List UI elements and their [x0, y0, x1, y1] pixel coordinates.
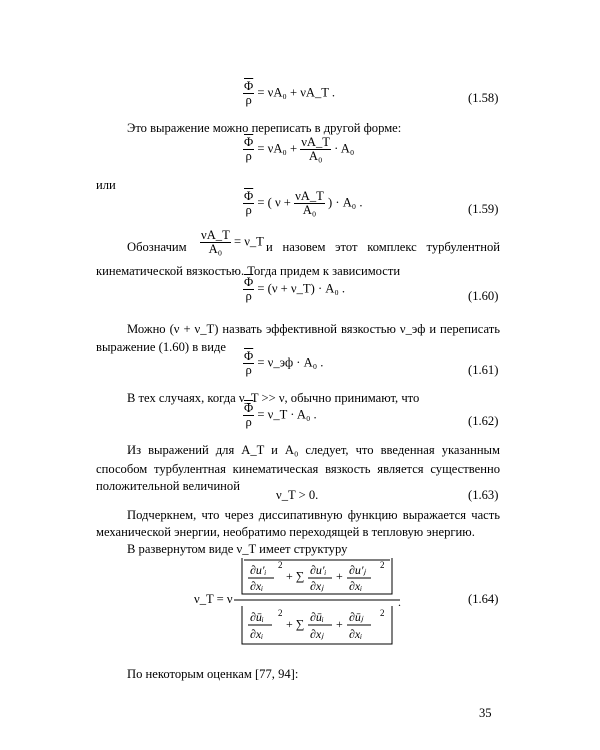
svg-text:+ ∑: + ∑: [286, 617, 305, 631]
phi-numerator: $\overline{\Phi}$: [244, 189, 254, 203]
svg-text:∂ūⱼ: ∂ūⱼ: [349, 610, 364, 624]
rho-denominator: ρ: [245, 289, 252, 304]
equation-number: (1.59): [468, 202, 499, 216]
equation-rhs: = ν_эф · A₀ .: [257, 355, 324, 370]
equation-rhs: = ( ν +: [257, 195, 291, 210]
rho-denominator: ρ: [245, 93, 252, 108]
svg-text:.: .: [398, 595, 401, 609]
svg-text:∂xᵢ: ∂xᵢ: [250, 579, 264, 593]
svg-text:∂xᵢ: ∂xᵢ: [349, 579, 363, 593]
equation-rhs: = νA₀ +: [257, 141, 298, 156]
phi-numerator: $\overline{\Phi}$: [244, 275, 254, 289]
svg-text:∂u′ⱼ: ∂u′ⱼ: [349, 563, 366, 577]
page-number: 35: [479, 706, 492, 720]
svg-text:2: 2: [380, 608, 385, 618]
svg-text:+: +: [336, 617, 343, 631]
svg-text:+ ∑: + ∑: [286, 569, 305, 583]
equation-1-62: [243, 402, 317, 429]
equation-1-58: [243, 80, 335, 107]
svg-text:∂xᵢ: ∂xᵢ: [349, 627, 363, 641]
equation-number: (1.64): [468, 592, 499, 606]
equation-rhs: ) · A₀ .: [328, 195, 363, 210]
svg-text:2: 2: [278, 608, 283, 618]
svg-text:∂u′ᵢ: ∂u′ᵢ: [310, 563, 327, 577]
phi-numerator: $\overline{\Phi}$: [244, 401, 254, 415]
equation-number: (1.63): [468, 488, 499, 502]
paragraph-text: По некоторым оценкам [77, 94]:: [127, 667, 299, 681]
equation-number: (1.60): [468, 289, 499, 303]
paragraph-text: Подчеркнем, что через диссипативную функцию выражается часть: [127, 508, 500, 522]
svg-text:+: +: [336, 569, 343, 583]
equation-1-63: ν_T > 0.: [276, 488, 319, 502]
svg-text:∂xᵢ: ∂xᵢ: [250, 627, 264, 641]
svg-text:∂ūᵢ: ∂ūᵢ: [250, 610, 264, 624]
fraction-denominator: A₀: [308, 149, 323, 164]
paragraph-text: положительной величиной: [96, 479, 240, 493]
paragraph-text: выражение (1.60) в виде: [96, 340, 226, 354]
equation-1-60: [243, 276, 345, 303]
equation-number: (1.61): [468, 363, 499, 377]
svg-text:2: 2: [278, 560, 283, 570]
paragraph-text: механической энергии, необратимо переходящей в тепловую энергию.: [96, 525, 475, 539]
paragraph-text: Из выражений для A_T и A₀ следует, что введенная указанным: [127, 443, 500, 457]
rho-denominator: ρ: [245, 415, 252, 430]
equation-rhs: = ν_T · A₀ .: [257, 407, 317, 422]
paragraph-text: В тех случаях, когда ν_T >> ν, обычно принимают, что: [127, 391, 420, 405]
fraction-numerator: νA_T: [295, 189, 324, 203]
equation-1-59: [243, 190, 362, 217]
paragraph-text: В развернутом виде ν_T имеет структуру: [127, 542, 348, 556]
paragraph-text: и назовем этот комплекс турбулентной: [266, 240, 500, 254]
equation-definition: [200, 229, 264, 256]
paragraph-text: Это выражение можно переписать в другой форме:: [127, 121, 402, 135]
svg-text:∂xⱼ: ∂xⱼ: [310, 627, 324, 641]
fraction-denominator: A₀: [208, 242, 223, 257]
fraction-denominator: A₀: [302, 203, 317, 218]
equation-1-64-lhs: ν_T = ν: [194, 592, 233, 606]
phi-numerator: $\overline{\Phi}$: [244, 79, 254, 93]
equation-number: (1.62): [468, 414, 499, 428]
phi-numerator: $\overline{\Phi}$: [244, 349, 254, 363]
equation-rhs: = ν_T: [233, 234, 264, 249]
equation-rhs: = (ν + ν_T) · A₀ .: [257, 281, 346, 296]
equation-1-61: [243, 350, 323, 377]
svg-text:∂xⱼ: ∂xⱼ: [310, 579, 324, 593]
equation-rhs: = νA₀ + νA_T .: [257, 85, 336, 100]
rho-denominator: ρ: [245, 149, 252, 164]
equation-number: (1.58): [468, 91, 499, 105]
equation-rhs: · A₀: [334, 141, 355, 156]
equation-1-64-fraction: [228, 556, 408, 656]
paragraph-text: Обозначим: [127, 240, 187, 254]
svg-text:∂u′ᵢ: ∂u′ᵢ: [250, 563, 267, 577]
equation-1-58-alt: [243, 136, 354, 163]
fraction-numerator: νA_T: [301, 135, 330, 149]
phi-numerator: $\overline{\Phi}$: [244, 135, 254, 149]
paragraph-text: способом турбулентная кинематическая вязкость является существенно: [96, 462, 500, 476]
svg-text:2: 2: [380, 560, 385, 570]
paragraph-text: Можно (ν + ν_T) назвать эффективной вязкостью ν_эф и переписать: [127, 322, 500, 336]
paragraph-text: или: [96, 178, 116, 192]
rho-denominator: ρ: [245, 363, 252, 378]
rho-denominator: ρ: [245, 203, 252, 218]
paragraph-text: кинематической вязкостью. Тогда придем к зависимости: [96, 264, 401, 278]
fraction-numerator: νA_T: [201, 228, 230, 242]
svg-text:∂ūᵢ: ∂ūᵢ: [310, 610, 324, 624]
